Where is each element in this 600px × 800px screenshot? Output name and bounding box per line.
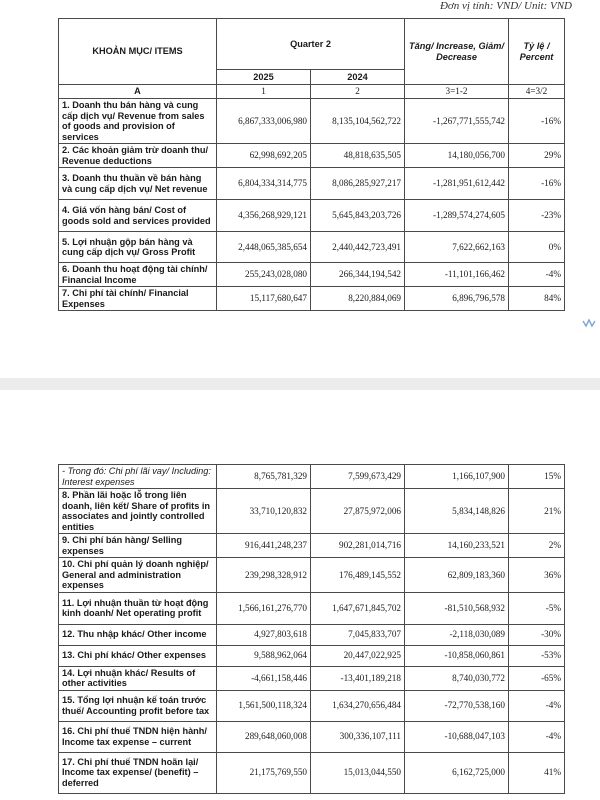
items-header: KHOẢN MỤC/ ITEMS	[59, 19, 217, 85]
value-percent: -16%	[509, 99, 565, 144]
table-row	[59, 645, 565, 666]
value-2024: 1,647,671,845,702	[311, 592, 405, 624]
row-label: 13. Chi phí khác/ Other expenses	[59, 645, 217, 666]
value-2025: 33,710,120,832	[217, 489, 311, 534]
value-2024: 8,135,104,562,722	[311, 99, 405, 144]
row-label: 3. Doanh thu thuần về bán hàng và cung cấp dịch vụ/ Net revenue	[59, 168, 217, 200]
value-change: 62,809,183,360	[405, 558, 509, 593]
row-label: 7. Chi phí tài chính/ Financial Expenses	[59, 287, 217, 311]
value-2024: 266,344,194,542	[311, 263, 405, 287]
value-percent: 21%	[509, 489, 565, 534]
table-row	[59, 666, 565, 690]
row-label: 4. Giá vốn hàng bán/ Cost of goods sold and services provided	[59, 200, 217, 232]
table-row	[59, 168, 565, 200]
table-row	[59, 232, 565, 263]
row-label: 17. Chi phí thuế TNDN hoãn lại/ Income tax expense/ (benefit) – deferred	[59, 752, 217, 793]
value-2025: 1,561,500,118,324	[217, 690, 311, 721]
row-label: 9. Chi phí bán hàng/ Selling expenses	[59, 534, 217, 558]
table-row	[59, 558, 565, 593]
value-percent: 36%	[509, 558, 565, 593]
value-change: 5,834,148,826	[405, 489, 509, 534]
col-2-index: 2	[311, 85, 405, 99]
value-change: -72,770,538,160	[405, 690, 509, 721]
table-row	[59, 287, 565, 311]
value-percent: -5%	[509, 592, 565, 624]
row-label: 1. Doanh thu bán hàng và cung cấp dịch vụ/ Revenue from sales of goods and provision of services	[59, 99, 217, 144]
value-2024: 27,875,972,006	[311, 489, 405, 534]
value-change: -81,510,568,932	[405, 592, 509, 624]
value-percent: -4%	[509, 721, 565, 752]
row-label: 11. Lợi nhuận thuần từ hoạt động kinh doanh/ Net operating profit	[59, 592, 217, 624]
value-percent: -65%	[509, 666, 565, 690]
value-2025: 6,867,333,006,980	[217, 99, 311, 144]
value-2025: 2,448,065,385,654	[217, 232, 311, 263]
table-row	[59, 534, 565, 558]
value-2024: 8,086,285,927,217	[311, 168, 405, 200]
change-header: Tăng/ Increase, Giảm/ Decrease	[405, 19, 509, 85]
value-change: 14,180,056,700	[405, 144, 509, 168]
value-2024: 7,599,673,429	[311, 465, 405, 489]
table-row	[59, 263, 565, 287]
value-2024: 2,440,442,723,491	[311, 232, 405, 263]
row-label: - Trong đó: Chi phí lãi vay/ Including: Interest expenses	[59, 465, 217, 489]
income-statement-table-page-2	[58, 464, 565, 794]
value-change: -1,289,574,274,605	[405, 200, 509, 232]
value-2025: 916,441,248,237	[217, 534, 311, 558]
row-label: 12. Thu nhập khác/ Other income	[59, 624, 217, 645]
table-body-page-2	[59, 465, 565, 794]
value-2025: 8,765,781,329	[217, 465, 311, 489]
col-4-index: 4=3/2	[509, 85, 565, 99]
table-row	[59, 752, 565, 793]
value-change: -1,281,951,612,442	[405, 168, 509, 200]
table-row	[59, 592, 565, 624]
year-2025-header: 2025	[217, 70, 311, 85]
col-1-index: 1	[217, 85, 311, 99]
row-label: 6. Doanh thu hoạt động tài chính/ Financial Income	[59, 263, 217, 287]
value-change: 7,622,662,163	[405, 232, 509, 263]
row-label: 14. Lợi nhuận khác/ Results of other activities	[59, 666, 217, 690]
row-label: 2. Các khoản giảm trừ doanh thu/ Revenue deductions	[59, 144, 217, 168]
quarter-header: Quarter 2	[217, 19, 405, 70]
value-2025: 15,117,680,647	[217, 287, 311, 311]
value-percent: -16%	[509, 168, 565, 200]
value-percent: 29%	[509, 144, 565, 168]
value-percent: 84%	[509, 287, 565, 311]
value-percent: -30%	[509, 624, 565, 645]
table-row	[59, 624, 565, 645]
value-2025: 1,566,161,276,770	[217, 592, 311, 624]
value-percent: 0%	[509, 232, 565, 263]
value-2025: 9,588,962,064	[217, 645, 311, 666]
value-2025: 62,998,692,205	[217, 144, 311, 168]
value-2024: 1,634,270,656,484	[311, 690, 405, 721]
value-change: -10,688,047,103	[405, 721, 509, 752]
value-2024: 176,489,145,552	[311, 558, 405, 593]
value-2024: -13,401,189,218	[311, 666, 405, 690]
row-label: 8. Phần lãi hoặc lỗ trong liên doanh, liên kết/ Share of profits in associates and jointly controlled entities	[59, 489, 217, 534]
unit-note: Đơn vị tính: VND/ Unit: VND	[439, 0, 572, 12]
value-change: -2,118,030,089	[405, 624, 509, 645]
table-row	[59, 465, 565, 489]
row-label: 16. Chi phí thuế TNDN hiện hành/ Income tax expense – current	[59, 721, 217, 752]
table-row	[59, 690, 565, 721]
value-change: -10,858,060,861	[405, 645, 509, 666]
value-percent: -23%	[509, 200, 565, 232]
table-row	[59, 489, 565, 534]
value-change: 8,740,030,772	[405, 666, 509, 690]
value-percent: 15%	[509, 465, 565, 489]
value-2024: 7,045,833,707	[311, 624, 405, 645]
table-row	[59, 144, 565, 168]
table-row	[59, 99, 565, 144]
value-percent: -4%	[509, 690, 565, 721]
value-2024: 15,013,044,550	[311, 752, 405, 793]
scribble-mark	[582, 318, 596, 328]
value-2025: 239,298,328,912	[217, 558, 311, 593]
row-label: 10. Chi phí quản lý doanh nghiệp/ General and administration expenses	[59, 558, 217, 593]
value-2024: 902,281,014,716	[311, 534, 405, 558]
value-percent: -4%	[509, 263, 565, 287]
value-2024: 5,645,843,203,726	[311, 200, 405, 232]
value-2025: 289,648,060,008	[217, 721, 311, 752]
table-row	[59, 200, 565, 232]
value-change: 14,160,233,521	[405, 534, 509, 558]
table-row	[59, 721, 565, 752]
value-change: 6,162,725,000	[405, 752, 509, 793]
value-percent: -53%	[509, 645, 565, 666]
value-2024: 300,336,107,111	[311, 721, 405, 752]
page-divider	[0, 378, 600, 390]
column-index-row	[59, 85, 565, 99]
row-label: 5. Lợi nhuận gộp bán hàng và cung cấp dịch vụ/ Gross Profit	[59, 232, 217, 263]
value-2024: 8,220,884,069	[311, 287, 405, 311]
ratio-header: Tỷ lệ / Percent	[509, 19, 565, 85]
value-change: -1,267,771,555,742	[405, 99, 509, 144]
value-change: 6,896,796,578	[405, 287, 509, 311]
value-percent: 41%	[509, 752, 565, 793]
income-statement-table-page-1	[58, 18, 565, 311]
table-body-page-1	[59, 99, 565, 311]
year-2024-header: 2024	[311, 70, 405, 85]
value-2024: 20,447,022,925	[311, 645, 405, 666]
header-row	[59, 19, 565, 70]
value-2025: 4,927,803,618	[217, 624, 311, 645]
value-2025: 21,175,769,550	[217, 752, 311, 793]
row-label: 15. Tổng lợi nhuận kế toán trước thuế/ Accounting profit before tax	[59, 690, 217, 721]
value-2024: 48,818,635,505	[311, 144, 405, 168]
value-change: -11,101,166,462	[405, 263, 509, 287]
value-change: 1,166,107,900	[405, 465, 509, 489]
col-a-index: A	[59, 85, 217, 99]
value-percent: 2%	[509, 534, 565, 558]
col-3-index: 3=1-2	[405, 85, 509, 99]
value-2025: -4,661,158,446	[217, 666, 311, 690]
value-2025: 4,356,268,929,121	[217, 200, 311, 232]
value-2025: 255,243,028,080	[217, 263, 311, 287]
value-2025: 6,804,334,314,775	[217, 168, 311, 200]
